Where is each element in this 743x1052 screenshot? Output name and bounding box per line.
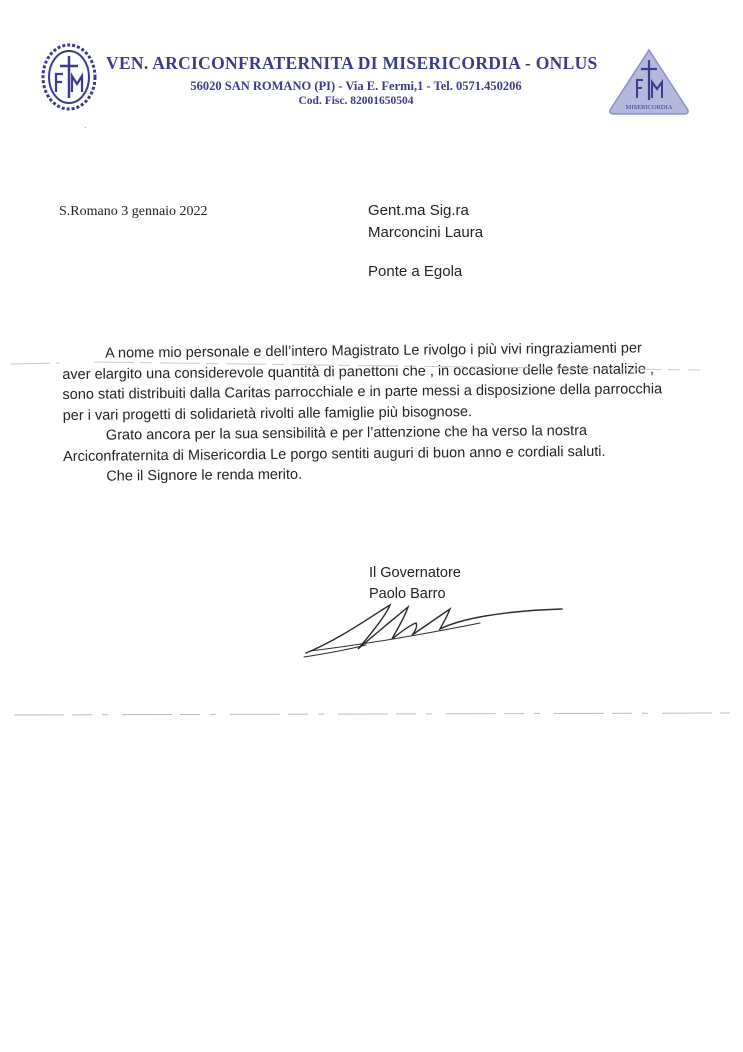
body-paragraph: Che il Signore le renda merito. [106, 466, 303, 485]
body-paragraph: Grato ancora per la sua sensibilità e per l’attenzione che ha verso la nostra Arciconfraternita di Misericordia Le porgo sentiti auguri di buon anno e cordiali saluti. [63, 422, 606, 465]
misericordia-triangle-emblem-icon [608, 48, 690, 116]
closing-title: Il Governatore [369, 565, 461, 581]
recipient-name: Marconcini Laura [368, 224, 484, 241]
misericordia-cross-emblem-icon [41, 42, 97, 112]
recipient-block [368, 200, 483, 283]
closing-name: Paolo Barro [369, 586, 446, 602]
recipient-city: Ponte a Egola [368, 263, 463, 280]
emblem-text: MISERICORDIA [625, 104, 673, 111]
organization-fiscal-code: Cod. Fisc. 82001650504 [298, 95, 414, 107]
organization-name: VEN. ARCICONFRATERNITA DI MISERICORDIA - ONLUS [106, 53, 598, 73]
letter-body [62, 338, 663, 487]
organization-address: 56020 SAN ROMANO (PI) - Via E. Fermi,1 - Tel. 0571.450206 [190, 79, 522, 93]
handwritten-signature [300, 595, 570, 661]
body-paragraph: A nome mio personale e dell’intero Magistrato Le rivolgo i più vivi ringraziamenti per aver elargito una considerevole quantità di panettoni che , in occasione delle feste natalizie , sono stati distribuiti dalla Caritas parrocchiale e in parte messi a disposizione della parrocchia per i vari progetti di solidarietà rivolti alle famiglie più bisognose. [62, 340, 663, 424]
recipient-salutation: Gent.ma Sig.ra [368, 202, 469, 219]
letter-date: S.Romano 3 gennaio 2022 [59, 204, 208, 219]
